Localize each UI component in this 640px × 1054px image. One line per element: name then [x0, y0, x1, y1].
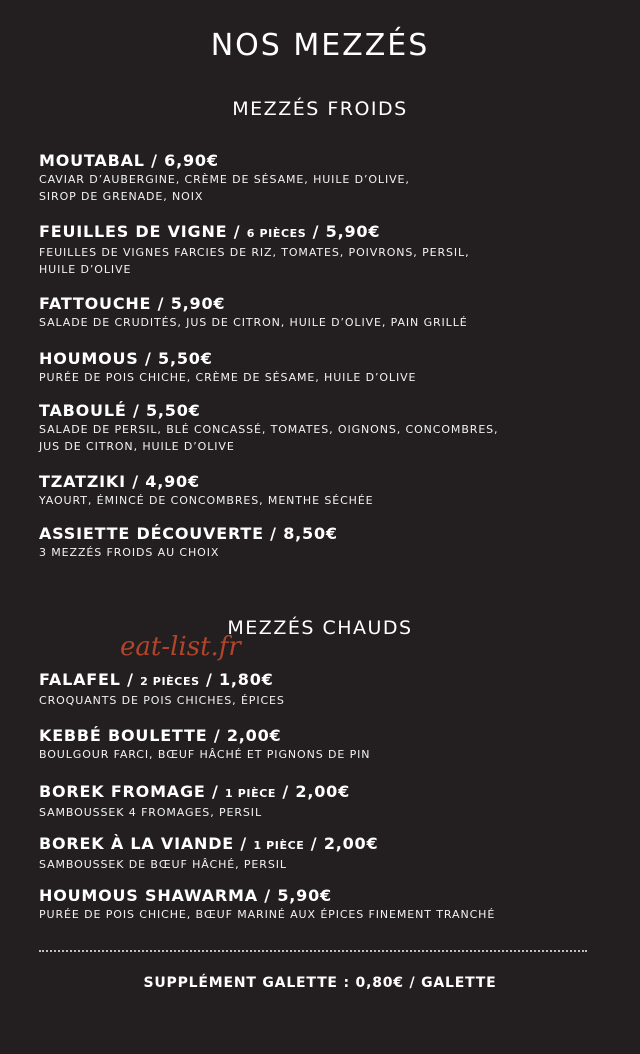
section-title-cold: MEZZÉS FROIDS: [232, 98, 408, 120]
item-price: 2,00€: [226, 726, 282, 745]
item-description: SALADE DE PERSIL, BLÉ CONCASSÉ, TOMATES, OIGNONS, CONCOMBRES, JUS DE CITRON, HUILE D’OLIVE: [39, 423, 499, 453]
menu-item-cold: FEUILLES DE VIGNE / 6 PIÈCES / 5,90€ FEUILLES DE VIGNES FARCIES DE RIZ, TOMATES, POIVRONS, PERSIL, HUILE D’OLIVE: [39, 222, 609, 278]
item-name: TZATZIKI: [39, 472, 126, 491]
item-description: FEUILLES DE VIGNES FARCIES DE RIZ, TOMATES, POIVRONS, PERSIL, HUILE D’OLIVE: [39, 246, 470, 276]
item-name: TABOULÉ: [39, 401, 127, 420]
item-price: 2,00€: [323, 834, 379, 853]
item-name: FATTOUCHE: [39, 294, 152, 313]
item-description: SALADE DE CRUDITÉS, JUS DE CITRON, HUILE D’OLIVE, PAIN GRILLÉ: [39, 316, 468, 329]
item-name: FALAFEL: [39, 670, 121, 689]
item-price: 4,90€: [145, 472, 200, 491]
item-price: 5,50€: [158, 349, 213, 368]
item-name: FEUILLES DE VIGNE: [39, 222, 228, 241]
menu-item-cold: ASSIETTE DÉCOUVERTE / 8,50€ 3 MEZZÉS FROIDS AU CHOIX: [39, 524, 609, 561]
item-name: HOUMOUS: [39, 349, 139, 368]
item-description: 3 MEZZÉS FROIDS AU CHOIX: [39, 546, 220, 559]
menu-item-cold: HOUMOUS / 5,50€ PURÉE DE POIS CHICHE, CRÈME DE SÉSAME, HUILE D’OLIVE: [39, 349, 609, 386]
item-price: 6,90€: [164, 151, 219, 170]
item-description: PURÉE DE POIS CHICHE, CRÈME DE SÉSAME, HUILE D’OLIVE: [39, 371, 417, 384]
item-price: 8,50€: [283, 524, 338, 543]
item-name: BOREK FROMAGE: [39, 782, 206, 801]
watermark: eat-list.fr: [120, 632, 241, 662]
item-name: MOUTABAL: [39, 151, 145, 170]
menu-item-cold: FATTOUCHE / 5,90€ SALADE DE CRUDITÉS, JUS DE CITRON, HUILE D’OLIVE, PAIN GRILLÉ: [39, 294, 609, 331]
item-description: CAVIAR D’AUBERGINE, CRÈME DE SÉSAME, HUILE D’OLIVE, SIROP DE GRENADE, NOIX: [39, 173, 410, 203]
menu-item-hot: BOREK FROMAGE / 1 PIÈCE / 2,00€ SAMBOUSSEK 4 FROMAGES, PERSIL: [39, 782, 609, 821]
item-description: YAOURT, ÉMINCÉ DE CONCOMBRES, MENTHE SÉCHÉE: [39, 494, 374, 507]
menu-item-cold: TABOULÉ / 5,50€ SALADE DE PERSIL, BLÉ CONCASSÉ, TOMATES, OIGNONS, CONCOMBRES, JUS DE CITRON, HUILE D’OLIVE: [39, 401, 609, 455]
item-name: KEBBÉ BOULETTE: [39, 726, 208, 745]
item-description: SAMBOUSSEK 4 FROMAGES, PERSIL: [39, 806, 262, 819]
item-quantity: 6 PIÈCES: [246, 227, 307, 240]
item-description: SAMBOUSSEK DE BŒUF HÂCHÉ, PERSIL: [39, 858, 287, 871]
item-description: PURÉE DE POIS CHICHE, BŒUF MARINÉ AUX ÉPICES FINEMENT TRANCHÉ: [39, 908, 496, 921]
page-title: NOS MEZZÉS: [210, 28, 430, 63]
menu-item-hot: BOREK À LA VIANDE / 1 PIÈCE / 2,00€ SAMBOUSSEK DE BŒUF HÂCHÉ, PERSIL: [39, 834, 609, 873]
item-name: BOREK À LA VIANDE: [39, 834, 235, 853]
item-price: 5,90€: [325, 222, 381, 241]
item-price: 1,80€: [219, 670, 274, 689]
item-description: BOULGOUR FARCI, BŒUF HÂCHÉ ET PIGNONS DE PIN: [39, 748, 371, 761]
section-title-hot: MEZZÉS CHAUDS: [227, 617, 413, 639]
item-price: 5,50€: [145, 401, 201, 420]
menu-item-cold: TZATZIKI / 4,90€ YAOURT, ÉMINCÉ DE CONCOMBRES, MENTHE SÉCHÉE: [39, 472, 609, 509]
item-price: 5,90€: [170, 294, 226, 313]
item-price: 5,90€: [277, 886, 332, 905]
item-name: ASSIETTE DÉCOUVERTE: [39, 524, 264, 543]
item-name: HOUMOUS SHAWARMA: [39, 886, 258, 905]
item-price: 2,00€: [295, 782, 351, 801]
item-quantity: 1 PIÈCE: [225, 787, 276, 800]
supplement-note: SUPPLÉMENT GALETTE : 0,80€ / GALETTE: [143, 975, 497, 991]
item-quantity: 2 PIÈCES: [140, 675, 200, 688]
dotted-divider: [39, 950, 587, 952]
menu-item-hot: HOUMOUS SHAWARMA / 5,90€ PURÉE DE POIS CHICHE, BŒUF MARINÉ AUX ÉPICES FINEMENT TRANCHÉ: [39, 886, 609, 923]
item-description: CROQUANTS DE POIS CHICHES, ÉPICES: [39, 694, 285, 707]
menu-item-hot: KEBBÉ BOULETTE / 2,00€ BOULGOUR FARCI, BŒUF HÂCHÉ ET PIGNONS DE PIN: [39, 726, 609, 763]
menu-item-cold: MOUTABAL / 6,90€ CAVIAR D’AUBERGINE, CRÈME DE SÉSAME, HUILE D’OLIVE, SIROP DE GRENADE, NOIX: [39, 151, 609, 205]
item-quantity: 1 PIÈCE: [253, 839, 305, 852]
menu-item-hot: FALAFEL / 2 PIÈCES / 1,80€ CROQUANTS DE POIS CHICHES, ÉPICES: [39, 670, 609, 709]
